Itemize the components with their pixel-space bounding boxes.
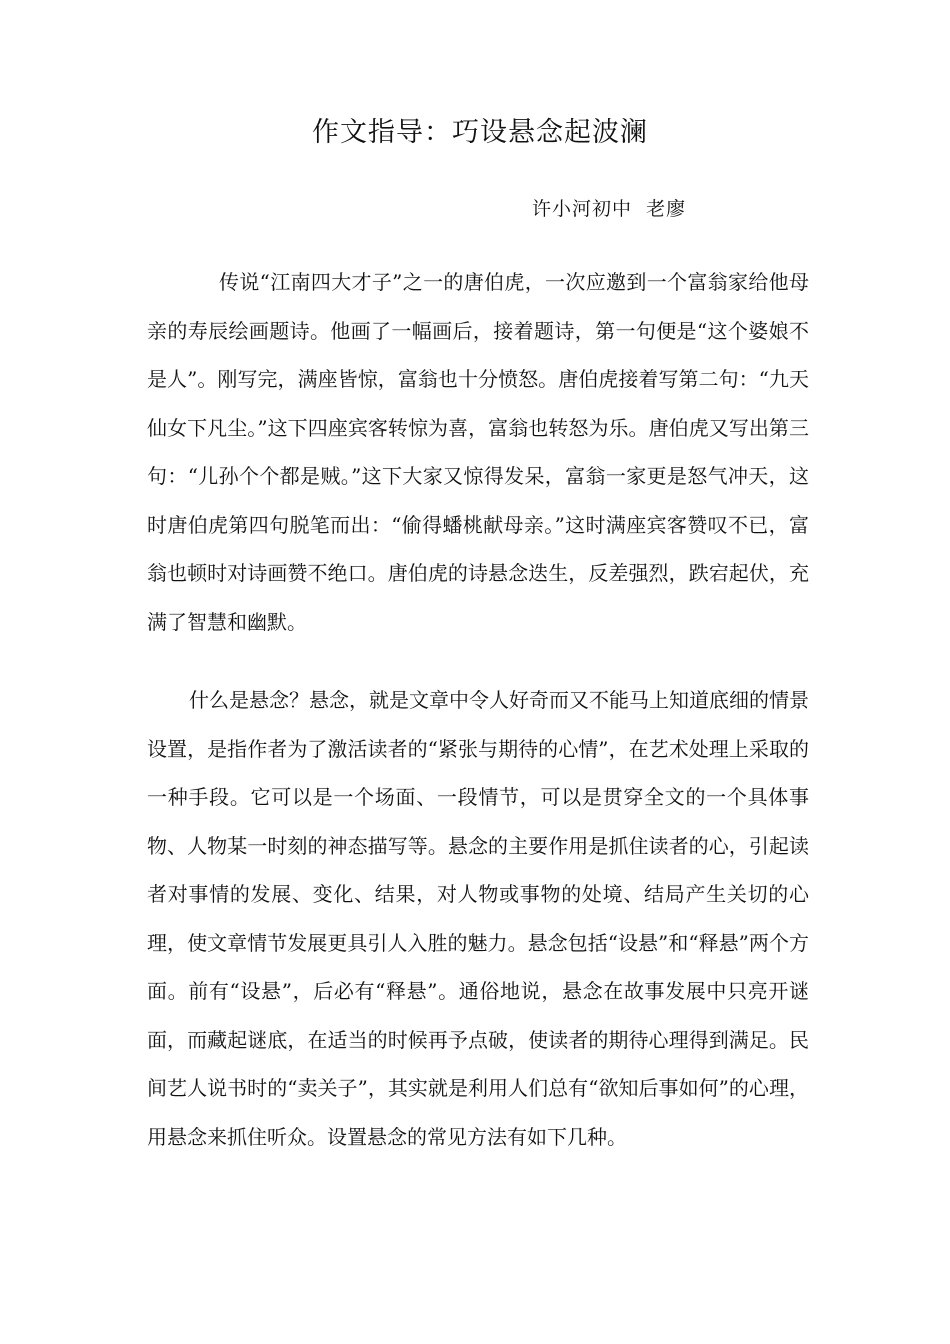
- document-author: 许小河初中 老廖: [532, 198, 687, 220]
- paragraph-2: 什么是悬念？悬念，就是文章中令人好奇而又不能马上知道底细的情景设置，是指作者为了激活读者的“紧张与期待的心情”，在艺术处理上采取的一种手段。它可以是一个场面、一段情节，可以是贯穿全文的一个具体事物、人物某一时刻的神态描写等。悬念的主要作用是抓住读者的心，引起读者对事情的发展、变化、结果，对人物或事物的处境、结局产生关切的心理，使文章情节发展更具引人入胜的魅力。悬念包括“设悬”和“释悬”两个方面。前有“设悬”，后必有“释悬”。通俗地说，悬念在故事发展中只亮开谜面，而藏起谜底，在适当的时候再予点破，使读者的期待心理得到满足。民间艺人说书时的“卖关子”，其实就是利用人们总有“欲知后事如何”的心理，用悬念来抓住听众。设置悬念的常见方法有如下几种。: [147, 688, 809, 1149]
- document-title: 作文指导：巧设悬念起波澜: [312, 117, 648, 148]
- paragraph-1: 传说“江南四大才子”之一的唐伯虎，一次应邀到一个富翁家给他母亲的寿辰绘画题诗。他画了一幅画后，接着题诗，第一句便是“这个婆娘不是人”。刚写完，满座皆惊，富翁也十分愤怒。唐伯虎接着写第二句：“九天仙女下凡尘。”这下四座宾客转惊为喜，富翁也转怒为乐。唐伯虎又写出第三句：“儿孙个个都是贼。”这下大家又惊得发呆，富翁一家更是怒气冲天，这时唐伯虎第四句脱笔而出：“偷得蟠桃献母亲。”这时满座宾客赞叹不已，富翁也顿时对诗画赞不绝口。唐伯虎的诗悬念迭生，反差强烈，跌宕起伏，充满了智慧和幽默。: [147, 270, 809, 634]
